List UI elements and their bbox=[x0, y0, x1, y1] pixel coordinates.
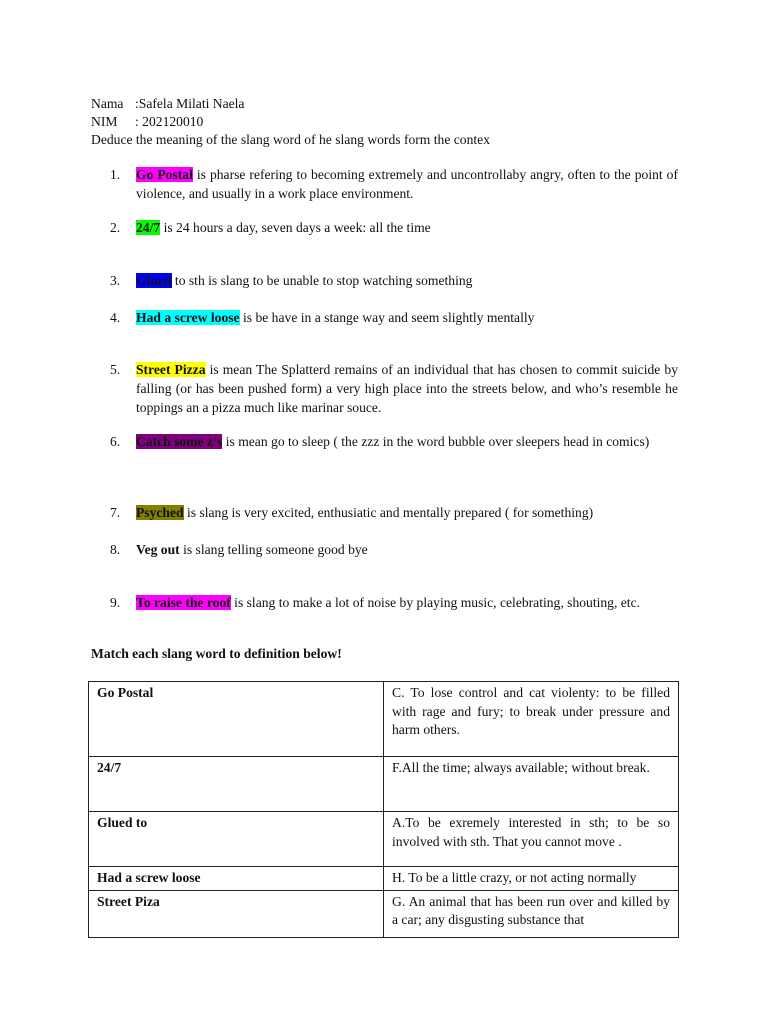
name-label: Nama bbox=[91, 96, 124, 111]
item-text: is slang to make a lot of noise by playing music, celebrating, shouting, etc. bbox=[230, 595, 641, 610]
item-body bbox=[136, 503, 678, 522]
table-definition: H. To be a little crazy, or not acting normally bbox=[384, 867, 679, 891]
slang-term: Go Postal bbox=[136, 167, 193, 182]
item-body bbox=[136, 165, 678, 203]
instruction: Deduce the meaning of the slang word of he slang words form the contex bbox=[91, 132, 491, 147]
table-row bbox=[89, 682, 679, 757]
table-row bbox=[89, 757, 679, 812]
item-number: 6. bbox=[110, 434, 121, 449]
item-text: to sth is slang to be unable to stop watching something bbox=[171, 273, 473, 288]
table-row bbox=[89, 867, 679, 891]
item-body bbox=[136, 360, 678, 417]
item-number: 3. bbox=[110, 273, 121, 288]
table-term: Go Postal bbox=[89, 682, 384, 757]
item-number: 9. bbox=[110, 595, 121, 610]
table-definition: A.To be exremely interested in sth; to be so involved with sth. That you cannot move . bbox=[384, 812, 679, 867]
slang-term: Glued bbox=[136, 273, 172, 288]
nim-line bbox=[91, 112, 203, 131]
table-term: Street Piza bbox=[89, 890, 384, 937]
name-value: :Safela Milati Naela bbox=[135, 96, 245, 111]
item-text: is mean The Splatterd remains of an individual that has chosen to commit suicide by falling (or has been pushed form) a very high place into the streets below, and who’s resemble he toppings an a pizza much like marinar souce. bbox=[136, 362, 678, 415]
item-number: 2. bbox=[110, 220, 121, 235]
table-row bbox=[89, 812, 679, 867]
item-number: 7. bbox=[110, 505, 121, 520]
table-definition: F.All the time; always available; without break. bbox=[384, 757, 679, 812]
nim-label: NIM bbox=[91, 114, 118, 129]
table-term: Glued to bbox=[89, 812, 384, 867]
item-text: is slang telling someone good bye bbox=[179, 542, 368, 557]
slang-term: Psyched bbox=[136, 505, 184, 520]
table-term: Had a screw loose bbox=[89, 867, 384, 891]
slang-term: Catch some z’s bbox=[136, 434, 223, 449]
item-text: is mean go to sleep ( the zzz in the word bubble over sleepers head in comics) bbox=[222, 434, 650, 449]
item-body bbox=[136, 218, 678, 237]
item-number: 5. bbox=[110, 362, 121, 377]
item-body bbox=[136, 432, 678, 451]
table-definition: C. To lose control and cat violenty: to be filled with rage and fury; to break under pressure and harm others. bbox=[384, 682, 679, 757]
item-text: is 24 hours a day, seven days a week: all the time bbox=[160, 220, 431, 235]
slang-term: Had a screw loose bbox=[136, 310, 240, 325]
item-body bbox=[136, 308, 678, 327]
item-number: 8. bbox=[110, 542, 121, 557]
item-text: is pharse refering to becoming extremely and uncontrollaby angry, often to the point of violence, and usually in a work place environment. bbox=[136, 167, 678, 201]
table-row bbox=[89, 890, 679, 937]
match-heading: Match each slang word to definition below! bbox=[91, 646, 342, 661]
item-body bbox=[136, 271, 678, 290]
item-body bbox=[136, 540, 678, 559]
item-text: is slang is very excited, enthusiatic and mentally prepared ( for something) bbox=[183, 505, 594, 520]
match-table bbox=[88, 681, 679, 938]
nim-value: : 202120010 bbox=[135, 114, 204, 129]
slang-term: Veg out bbox=[136, 542, 180, 557]
slang-term: 24/7 bbox=[136, 220, 161, 235]
table-term: 24/7 bbox=[89, 757, 384, 812]
slang-term: To raise the roof bbox=[136, 595, 231, 610]
table-definition: G. An animal that has been run over and killed by a car; any disgusting substance that bbox=[384, 890, 679, 937]
item-number: 4. bbox=[110, 310, 121, 325]
item-body bbox=[136, 593, 678, 612]
item-number: 1. bbox=[110, 167, 121, 182]
slang-term: Street Pizza bbox=[136, 362, 206, 377]
name-line bbox=[91, 94, 244, 113]
item-text: is be have in a stange way and seem slightly mentally bbox=[239, 310, 535, 325]
